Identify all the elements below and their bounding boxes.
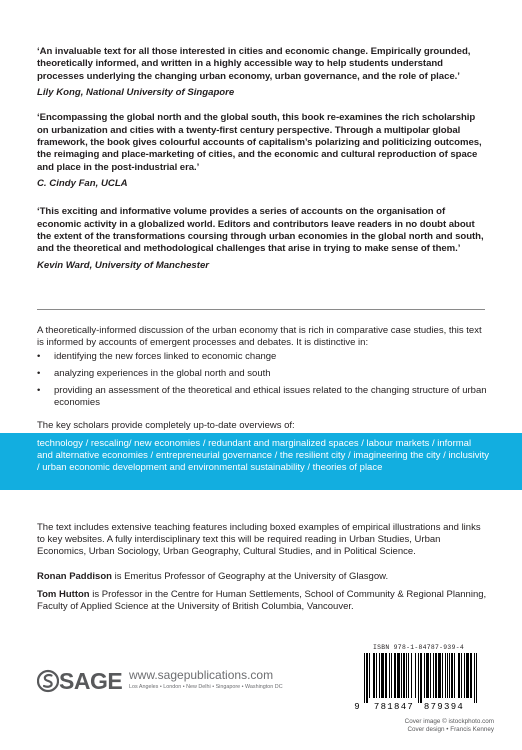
barcode-bar [474, 653, 475, 703]
list-item [37, 351, 489, 363]
barcode-graphic [351, 653, 487, 711]
barcode-bar [394, 653, 396, 698]
publisher-url: www.sagepublications.com [129, 668, 274, 682]
cover-credits [405, 718, 494, 734]
editor-name: Tom Hutton [37, 589, 90, 600]
barcode-bar [466, 653, 469, 698]
publisher-cities: Los Angeles • London • New Delhi • Singapore • Washington DC [129, 684, 283, 690]
cover-design-credit: Cover design • Francis Kenney [407, 726, 494, 733]
barcode-number-lead: 9 [354, 702, 360, 711]
barcode-bar [366, 653, 368, 703]
barcode-bar [445, 653, 446, 698]
endorsement-quote: ‘This exciting and informative volume provides a series of accounts on the organisation of economic activity in a globalized world. Editors and contributors leave readers in no doubt about the extent of the transformations coursing through urban economies in the global north and south, and the theoretical and methodological challenges that arise in trying to make sense of them.’ [37, 206, 484, 255]
distinctive-features-list [37, 351, 489, 409]
barcode-bar [397, 653, 400, 698]
barcode-bar [433, 653, 434, 698]
barcode-bar [364, 653, 365, 703]
barcode-bar [411, 653, 412, 698]
bullet-icon: • [37, 385, 41, 396]
barcode-bar [401, 653, 402, 698]
barcode-bar [376, 653, 377, 698]
barcode-bar [379, 653, 380, 698]
cover-image-credit: Cover image © istockphoto.com [404, 718, 494, 725]
endorsement-quote: ‘Encompassing the global north and the global south, this book re-examines the rich scholarship on urbanization and cities with a twenty-first century perspective. Through a multipolar global framework, the book gives colourful accounts of capitalism’s polarizing and politicizing outcomes, the reimaging and place-marketing of cities, and the economic and cultural reproduction of space and place in the post-industrial era.’ [37, 112, 482, 173]
endorsement-attribution: Kevin Ward, University of Manchester [37, 259, 210, 271]
editor-bio [37, 589, 489, 613]
list-item [37, 385, 489, 409]
key-scholars-line: The key scholars provide completely up-to-date overviews of: [37, 420, 295, 431]
endorsement-1 [37, 46, 489, 99]
list-item-text: identifying the new forces linked to economic change [54, 351, 277, 362]
barcode-bar [403, 653, 405, 698]
isbn-label: ISBN 978-1-84787-939-4 [373, 644, 464, 651]
barcode-bar [461, 653, 462, 698]
barcode-bar [385, 653, 387, 698]
section-divider [37, 309, 485, 310]
barcode-bar [447, 653, 448, 698]
barcode-bar [451, 653, 453, 698]
barcode-bar [389, 653, 390, 698]
barcode-bar [470, 653, 472, 698]
barcode-bar [464, 653, 465, 698]
barcode-bar [454, 653, 455, 698]
isbn-barcode [351, 644, 487, 711]
publisher-logo-block [37, 667, 297, 697]
barcode-bar [435, 653, 437, 698]
topics-band-text: technology / rescaling/ new economies / redundant and marginalized spaces / labour markets / informal and alternative economies / entrepreneurial governance / the resilient city / imagineering the city / inclusivity / urban economic development and environmental sustainability / theories of place [37, 438, 490, 473]
editor-bio-text: is Emeritus Professor of Geography at the University of Glasgow. [111, 571, 389, 582]
barcode-bar [442, 653, 443, 698]
endorsement-2 [37, 112, 489, 190]
barcode-number-left: 781847 [373, 702, 415, 711]
sage-swirl-icon [37, 669, 59, 693]
bullet-icon: • [37, 351, 41, 362]
barcode-bar [430, 653, 431, 698]
publisher-logo-text: SAGE [59, 668, 123, 694]
barcode-bar [406, 653, 407, 698]
barcode-bar [458, 653, 460, 698]
bullet-icon: • [37, 368, 41, 379]
endorsement-3 [37, 206, 489, 272]
description-paragraph: A theoretically-informed discussion of the urban economy that is rich in comparative case studies, this text is informed by accounts of emergent processes and debates. It is distinctive in: [37, 325, 482, 348]
editor-bios [37, 571, 489, 619]
endorsements [37, 46, 489, 283]
barcode-bar [420, 653, 422, 703]
editor-name: Ronan Paddison [37, 571, 112, 582]
barcode-bar [381, 653, 384, 698]
teaching-features-paragraph: The text includes extensive teaching features including boxed examples of empirical illustrations and links to key websites. A fully interdisciplinary text this will be required reading in Urban Studies, Urban Economics, Urban Sociology, Urban Geography, Cultural Studies, and in Political Science. [37, 522, 481, 557]
barcode-bar [408, 653, 409, 698]
editor-bio [37, 571, 489, 583]
list-item-text: providing an assessment of the theoretical and ethical issues related to the changing structure of urban economies [54, 385, 487, 408]
barcode-bar [391, 653, 392, 698]
editor-bio-text: is Professor in the Centre for Human Settlements, School of Community & Regional Planning, Faculty of Applied Science at the University of British Columbia, Vancouver. [37, 589, 487, 612]
barcode-bar [449, 653, 450, 698]
endorsement-attribution: C. Cindy Fan, UCLA [37, 177, 128, 189]
barcode-bar [438, 653, 441, 698]
endorsement-quote: ‘An invaluable text for all those interested in cities and economic change. Empirically grounded, theoretically informed, and written in a highly accessible way to help students understand processes underlying the changing urban economy, urban governance, and the role of place.’ [37, 46, 471, 82]
barcode-bar [476, 653, 477, 703]
barcode-bar [424, 653, 425, 698]
barcode-bar [373, 653, 375, 698]
barcode-bar [426, 653, 429, 698]
barcode-bar [418, 653, 419, 703]
endorsement-attribution: Lily Kong, National University of Singapore [37, 86, 235, 98]
barcode-bar [369, 653, 370, 698]
book-description [37, 325, 489, 414]
list-item-text: analyzing experiences in the global north and south [54, 368, 271, 379]
barcode-number-right: 879394 [423, 702, 465, 711]
list-item [37, 368, 489, 380]
barcode-bar [415, 653, 416, 698]
